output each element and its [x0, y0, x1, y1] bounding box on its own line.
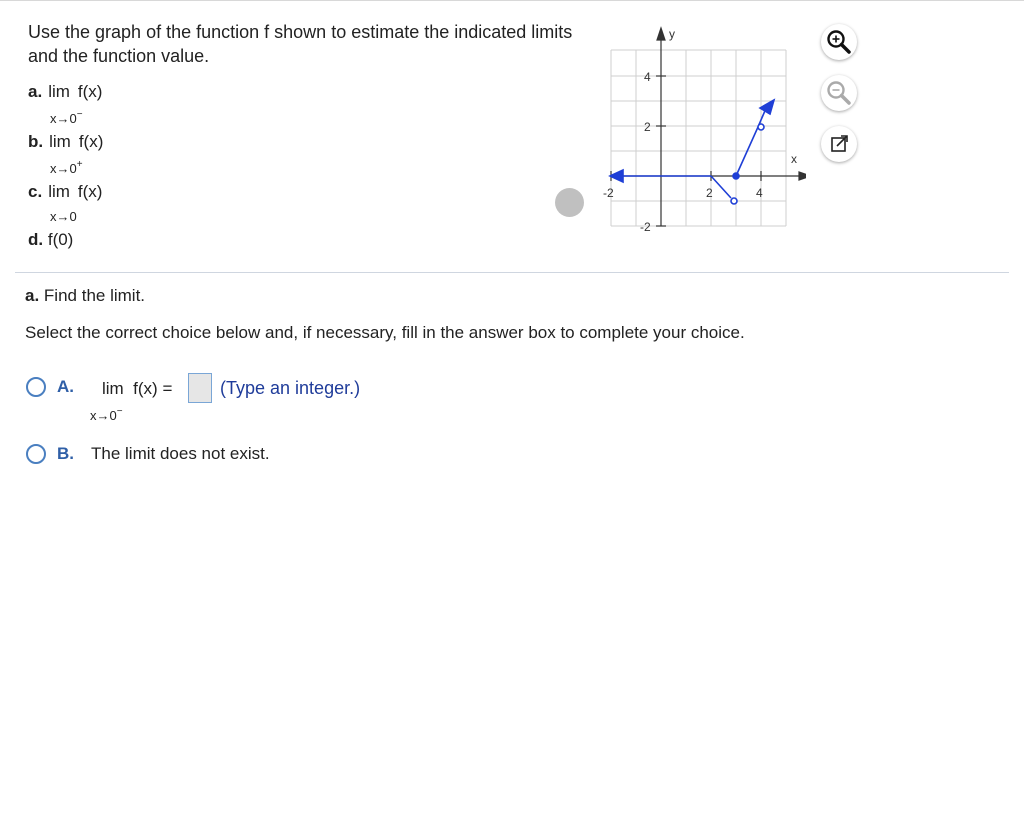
zoom-in-button[interactable] [821, 24, 857, 60]
y-tick-label: -2 [640, 220, 651, 232]
zoom-out-button[interactable] [821, 75, 857, 111]
lim-word: lim [49, 132, 71, 151]
limit-expression: f(x) [78, 132, 104, 151]
limit-expression: f(x) [77, 182, 103, 201]
lim-word: lim [102, 379, 124, 398]
part-d [28, 230, 73, 250]
question-title-text: Find the limit. [43, 286, 146, 305]
part-a [28, 82, 102, 102]
problem-intro: Use the graph of the function f shown to estimate the indicated limits and the function value. [28, 22, 573, 66]
limit-expression: f(x) = [133, 379, 173, 398]
y-tick-label: 2 [644, 120, 651, 134]
part-c [28, 182, 102, 202]
part-c-approach: x→0 [50, 209, 77, 224]
choice-b-text: The limit does not exist. [91, 444, 270, 463]
choice-a-approach: x→0− [90, 406, 123, 423]
y-tick-label: 4 [644, 70, 651, 84]
part-letter: c. [28, 182, 43, 201]
top-border [0, 0, 1024, 1]
question-title [25, 286, 145, 306]
zoom-out-icon [821, 75, 857, 111]
part-letter: d. [28, 230, 44, 249]
answer-hint: (Type an integer.) [220, 378, 361, 398]
problem-statement [28, 20, 588, 249]
lim-word: lim [48, 182, 70, 201]
function-graph[interactable] [596, 22, 806, 232]
choice-b-radio[interactable] [26, 444, 46, 464]
lim-word: lim [48, 82, 70, 101]
question-part-letter: a. [25, 286, 40, 305]
external-link-icon [821, 126, 857, 162]
answer-input-box[interactable] [188, 373, 212, 403]
choice-a-limit [102, 379, 172, 399]
section-divider [15, 272, 1009, 273]
choice-letter: A. [57, 377, 74, 396]
y-axis-label: y [669, 27, 675, 41]
function-value-expression: f(0) [47, 230, 74, 249]
part-letter: a. [28, 82, 43, 101]
choice-a-radio[interactable] [26, 377, 46, 397]
part-a-approach: x→0− [50, 109, 83, 126]
x-axis-label: x [791, 152, 797, 166]
open-new-window-button[interactable] [821, 126, 857, 162]
choice-letter: B. [57, 444, 74, 463]
part-letter: b. [28, 132, 44, 151]
loading-indicator-dot [555, 188, 584, 217]
part-b [28, 132, 103, 152]
limit-expression: f(x) [77, 82, 103, 101]
question-instruction: Select the correct choice below and, if necessary, fill in the answer box to complete your choice. [25, 323, 745, 342]
part-b-approach: x→0+ [50, 159, 83, 176]
x-tick-label: 4 [756, 186, 763, 200]
x-tick-label: -2 [603, 186, 614, 200]
zoom-in-icon [821, 24, 857, 60]
function-curve [610, 100, 774, 204]
x-tick-label: 2 [706, 186, 713, 200]
